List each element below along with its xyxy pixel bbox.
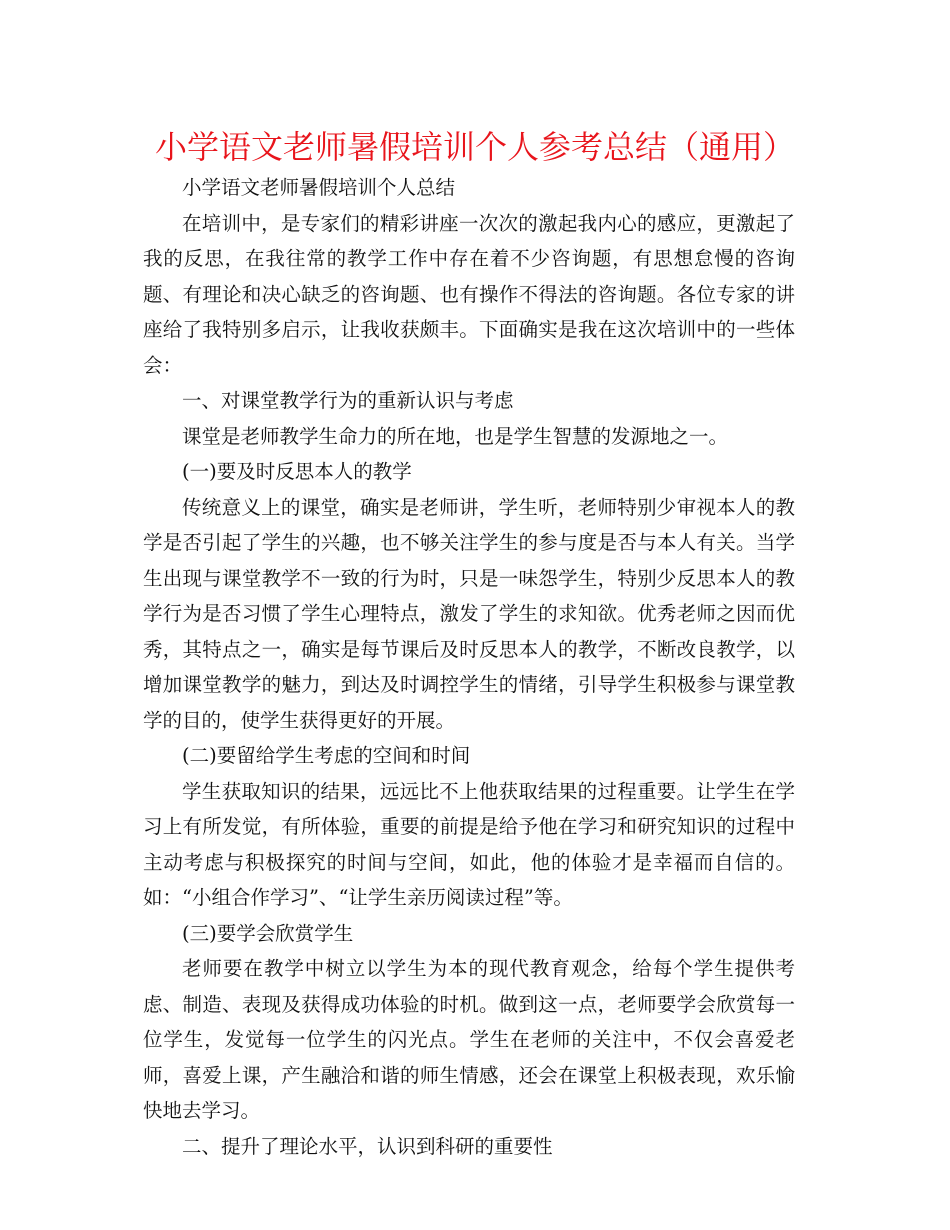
subsection-heading: (一)要及时反思本人的教学 bbox=[182, 460, 412, 483]
body-paragraph: 传统意义上的课堂，确实是老师讲，学生听，老师特别少审视本人的教学是否引起了学生的兴趣，也不够关注学生的参与度是否与本人有关。当学生出现与课堂教学不一致的行为时，只是一味怨学生，特别少反思本人的教学行为是否习惯了学生心理特点，激发了学生的求知欲。优秀老师之因而优秀，其特点之一，确实是每节课后及时反思本人的教学，不断改良教学，以增加课堂教学的魅力，到达及时调控学生的情绪，引导学生积极参与课堂教学的目的，使学生获得更好的开展。 bbox=[143, 495, 795, 732]
subtitle-paragraph: 小学语文老师暑假培训个人总结 bbox=[182, 176, 456, 199]
section-heading: 二、提升了理论水平，认识到科研的重要性 bbox=[182, 1134, 553, 1158]
section-heading: 一、对课堂教学行为的重新认识与考虑 bbox=[182, 389, 514, 412]
subsection-heading: (二)要留给学生考虑的空间和时间 bbox=[182, 744, 471, 767]
document-body bbox=[143, 170, 795, 1164]
document-title: 小学语文老师暑假培训个人参考总结（通用） bbox=[154, 128, 795, 166]
body-paragraph: 学生获取知识的结果，远远比不上他获取结果的过程重要。让学生在学习上有所发觉，有所体验，重要的前提是给予他在学习和研究知识的过程中主动考虑与积极探究的时间与空间，如此，他的体验才是幸福而自信的。如：“小组合作学习”、“让学生亲历阅读过程”等。 bbox=[143, 779, 795, 909]
body-paragraph: 课堂是老师教学生命力的所在地，也是学生智慧的发源地之一。 bbox=[182, 424, 729, 448]
body-paragraph: 在培训中，是专家们的精彩讲座一次次的激起我内心的感应，更激起了我的反思，在我往常的教学工作中存在着不少咨询题，有思想怠慢的咨询题、有理论和决心缺乏的咨询题、也有操作不得法的咨询题。各位专家的讲座给了我特别多启示，让我收获颇丰。下面确实是我在这次培训中的一些体会： bbox=[143, 211, 795, 377]
body-paragraph: 老师要在教学中树立以学生为本的现代教育观念，给每个学生提供考虑、制造、表现及获得成功体验的时机。做到这一点，老师要学会欣赏每一位学生，发觉每一位学生的闪光点。学生在老师的关注中，不仅会喜爱老师，喜爱上课，产生融洽和谐的师生情感，还会在课堂上积极表现，欢乐愉快地去学习。 bbox=[143, 957, 795, 1122]
subsection-heading: (三)要学会欣赏学生 bbox=[182, 921, 354, 945]
